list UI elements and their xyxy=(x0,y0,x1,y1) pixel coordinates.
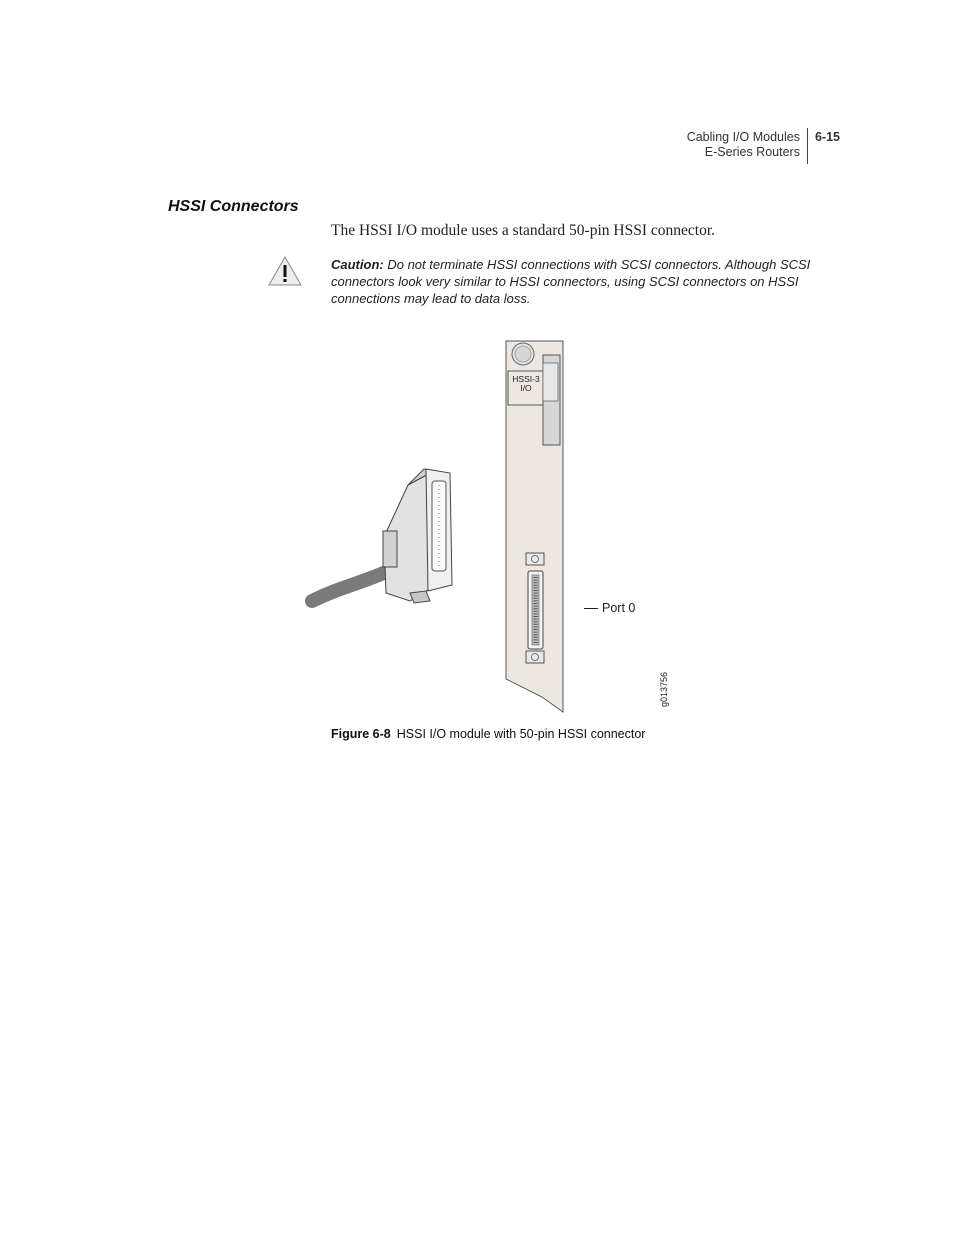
caution-body: Do not terminate HSSI connections with SCSI connectors. Although SCSI connectors look very similar to HSSI connectors, using SCSI connectors on HSSI connections may lead to data loss. xyxy=(331,257,811,306)
cable xyxy=(312,571,388,601)
figure-caption xyxy=(331,727,645,741)
port-0-callout xyxy=(584,601,635,615)
caution-label: Caution: xyxy=(331,257,384,272)
running-header-titles xyxy=(687,128,808,164)
module-label-line1: HSSI-3 xyxy=(512,374,540,384)
caution-note xyxy=(331,256,821,307)
running-header xyxy=(687,128,840,164)
callout-leader-line xyxy=(584,608,598,609)
hssi-module-illustration xyxy=(300,335,680,720)
figure-caption-text: HSSI I/O module with 50-pin HSSI connector xyxy=(396,727,646,741)
chapter-title: Cabling I/O Modules xyxy=(686,130,800,144)
intro-paragraph: The HSSI I/O module uses a standard 50-pin HSSI connector. xyxy=(331,222,715,239)
figure-number: Figure 6-8 xyxy=(331,727,391,741)
section-title: HSSI Connectors xyxy=(168,198,299,215)
page-number: 6-15 xyxy=(814,130,840,144)
warning-triangle-icon xyxy=(268,256,302,286)
figure-id: g013756 xyxy=(659,671,669,707)
hssi-connector-plug xyxy=(383,469,452,603)
port-label: Port 0 xyxy=(602,601,636,615)
module-label-line2: I/O xyxy=(520,383,532,393)
product-title: E-Series Routers xyxy=(704,145,800,159)
